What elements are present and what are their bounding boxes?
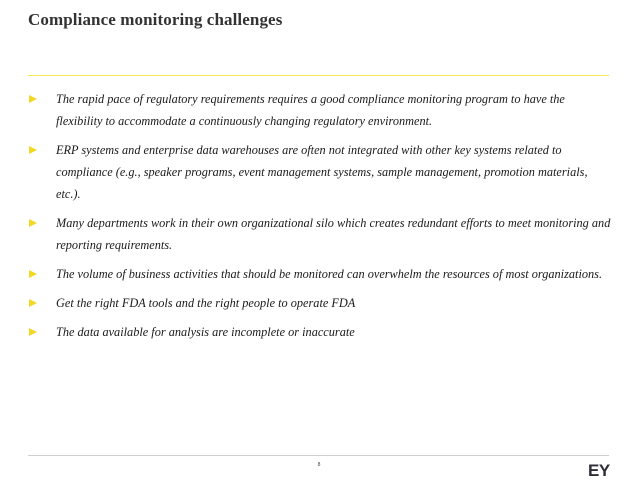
slide-title: Compliance monitoring challenges bbox=[28, 10, 283, 29]
bullet-item bbox=[29, 139, 614, 205]
ey-logo: EY bbox=[588, 461, 610, 480]
arrow-icon bbox=[29, 299, 37, 307]
bullet-item bbox=[29, 212, 614, 256]
bullet-text: The rapid pace of regulatory requirements requires a good compliance monitoring program to have the flexibility to accommodate a continuously changing regulatory environment. bbox=[56, 92, 565, 128]
bullet-item bbox=[29, 88, 614, 132]
bullet-item bbox=[29, 292, 614, 314]
bullet-text: ERP systems and enterprise data warehouses are often not integrated with other key systems related to compliance (e.g., speaker programs, event management systems, sample management, promotion materials, etc.). bbox=[56, 143, 588, 201]
footer-divider bbox=[28, 455, 609, 456]
bullet-text: Get the right FDA tools and the right people to operate FDA bbox=[56, 296, 356, 310]
title-divider bbox=[28, 75, 609, 76]
bullet-text: Many departments work in their own organizational silo which creates redundant efforts to meet monitoring and reporting requirements. bbox=[56, 216, 611, 252]
page-number: 8 bbox=[317, 462, 321, 468]
bullet-text: The data available for analysis are incomplete or inaccurate bbox=[56, 325, 355, 339]
bullet-item bbox=[29, 321, 614, 343]
arrow-icon bbox=[29, 95, 37, 103]
arrow-icon bbox=[29, 270, 37, 278]
arrow-icon bbox=[29, 219, 37, 227]
arrow-icon bbox=[29, 146, 37, 154]
arrow-icon bbox=[29, 328, 37, 336]
bullet-list bbox=[29, 88, 614, 350]
bullet-item bbox=[29, 263, 614, 285]
bullet-text: The volume of business activities that should be monitored can overwhelm the resources of most organizations. bbox=[56, 267, 603, 281]
